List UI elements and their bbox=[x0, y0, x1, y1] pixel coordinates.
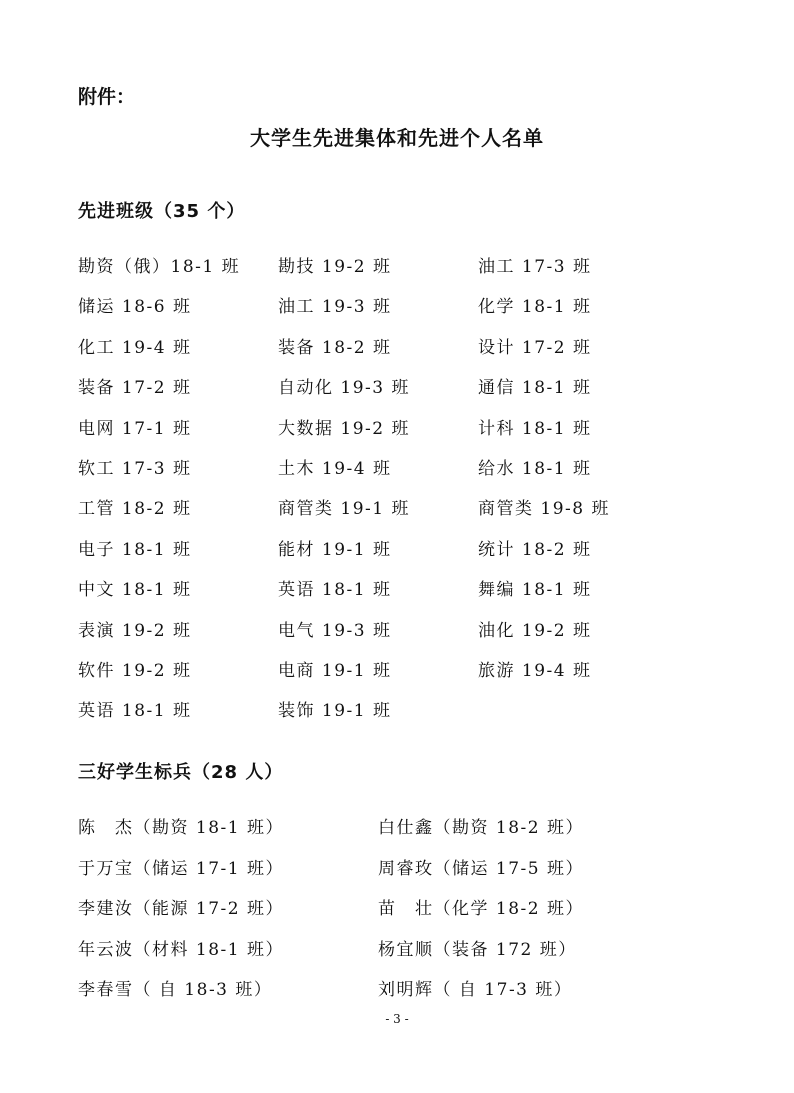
class-list-item: 商管类 19-8 班 bbox=[478, 499, 610, 520]
student-list-item: 周睿玫（储运 17-5 班） bbox=[378, 858, 584, 879]
class-list-item: 电商 19-1 班 bbox=[278, 660, 392, 681]
advanced-classes-heading: 先进班级（35 个） bbox=[78, 201, 246, 222]
class-list-item: 旅游 19-4 班 bbox=[478, 660, 592, 681]
class-list-item: 给水 18-1 班 bbox=[478, 458, 592, 479]
class-list-item: 勘资（俄）18-1 班 bbox=[78, 257, 241, 277]
class-list-item: 自动化 19-3 班 bbox=[278, 378, 410, 399]
class-list-item: 大数据 19-2 班 bbox=[278, 418, 410, 439]
student-list-item: 李建汝（能源 17-2 班） bbox=[78, 899, 284, 919]
class-list-item: 统计 18-2 班 bbox=[478, 539, 592, 560]
class-list-item: 装备 18-2 班 bbox=[278, 337, 392, 358]
attachment-label: 附件： bbox=[78, 86, 136, 108]
model-students-heading: 三好学生标兵（28 人） bbox=[78, 762, 284, 783]
class-list-item: 中文 18-1 班 bbox=[78, 580, 192, 601]
class-list-item: 商管类 19-1 班 bbox=[278, 499, 410, 520]
class-list-item: 化工 19-4 班 bbox=[78, 337, 192, 358]
class-list-item: 计科 18-1 班 bbox=[478, 418, 592, 439]
class-list-item: 勘技 19-2 班 bbox=[278, 257, 392, 277]
class-list-item: 英语 18-1 班 bbox=[278, 580, 392, 601]
class-list-item: 电气 19-3 班 bbox=[278, 620, 392, 641]
class-list-item: 油化 19-2 班 bbox=[478, 620, 592, 641]
class-list-item: 储运 18-6 班 bbox=[78, 297, 192, 318]
student-list-item: 苗 壮（化学 18-2 班） bbox=[378, 899, 584, 919]
student-list-item: 杨宜顺（装备 172 班） bbox=[378, 939, 577, 960]
student-list-item: 陈 杰（勘资 18-1 班） bbox=[78, 818, 284, 838]
class-list-item: 化学 18-1 班 bbox=[478, 297, 592, 318]
advanced-classes-list bbox=[78, 254, 678, 739]
class-list-item: 通信 18-1 班 bbox=[478, 378, 592, 399]
student-list-item: 于万宝（储运 17-1 班） bbox=[78, 858, 284, 879]
class-list-item: 设计 17-2 班 bbox=[478, 337, 592, 358]
model-students-list bbox=[78, 815, 678, 1018]
class-list-item: 油工 19-3 班 bbox=[278, 297, 392, 318]
class-list-item: 工管 18-2 班 bbox=[78, 499, 192, 520]
class-list-item: 软工 17-3 班 bbox=[78, 458, 192, 479]
class-list-item: 电网 17-1 班 bbox=[78, 418, 192, 439]
class-list-item: 表演 19-2 班 bbox=[78, 620, 192, 641]
class-list-item: 英语 18-1 班 bbox=[78, 701, 192, 722]
student-list-item: 白仕鑫（勘资 18-2 班） bbox=[378, 818, 584, 838]
class-list-item: 油工 17-3 班 bbox=[478, 257, 592, 277]
class-list-item: 能材 19-1 班 bbox=[278, 539, 392, 560]
student-list-item: 刘明辉（ 自 17-3 班） bbox=[378, 980, 573, 1000]
student-list-item: 年云波（材料 18-1 班） bbox=[78, 939, 284, 960]
document-title: 大学生先进集体和先进个人名单 bbox=[250, 126, 544, 150]
class-list-item: 装备 17-2 班 bbox=[78, 378, 192, 399]
class-list-item: 土木 19-4 班 bbox=[278, 458, 392, 479]
class-list-item: 装饰 19-1 班 bbox=[278, 701, 392, 722]
class-list-item: 软件 19-2 班 bbox=[78, 660, 192, 681]
class-list-item: 电子 18-1 班 bbox=[78, 539, 192, 560]
class-list-item: 舞编 18-1 班 bbox=[478, 580, 592, 601]
page-number: - 3 - bbox=[385, 1012, 409, 1026]
student-list-item: 李春雪（ 自 18-3 班） bbox=[78, 980, 273, 1000]
